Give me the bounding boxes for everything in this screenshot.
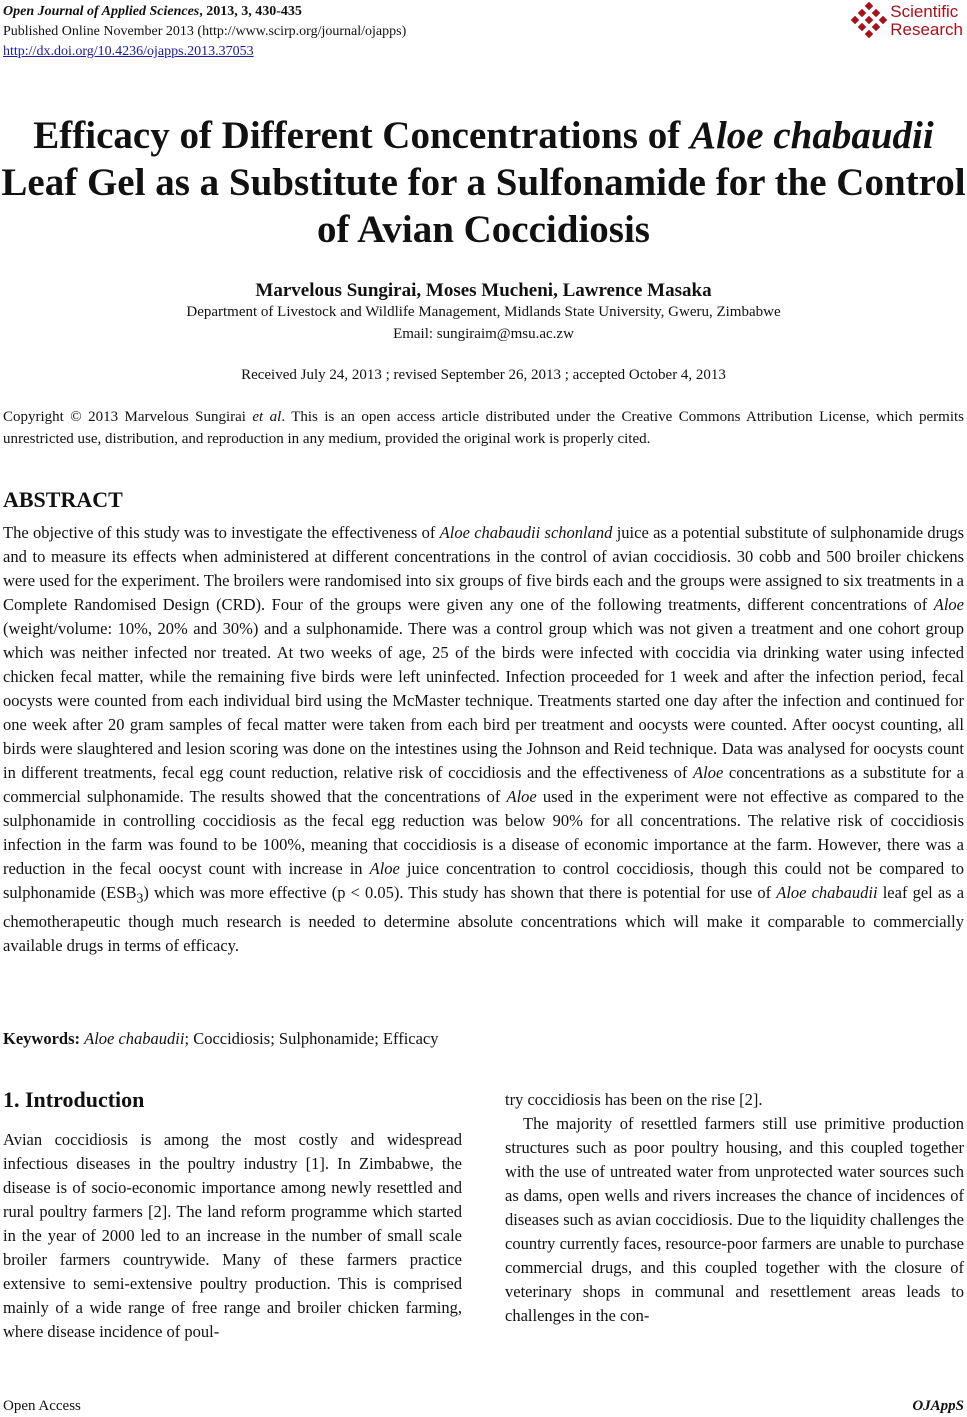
keywords-list: ; Coccidiosis; Sulphonamide; Efficacy <box>184 1029 439 1048</box>
abstract-species: Aloe <box>693 763 724 782</box>
logo-line-2: Research <box>890 20 963 39</box>
abstract-subscript: 3 <box>136 890 144 906</box>
scirp-logo-icon <box>850 2 888 40</box>
left-column <box>3 1088 462 1344</box>
authors: Marvelous Sungirai, Moses Mucheni, Lawrence Masaka <box>255 280 712 301</box>
keywords-label: Keywords: <box>3 1029 80 1048</box>
intro-paragraph-1: Avian coccidiosis is among the most costly and widespread infectious diseases in the poultry industry [1]. In Zimbabwe, the disease is of socio-economic importance among newly resettled and rural poultry farmers [2]. The land reform programme which started in the year of 2000 led to an increase in the number of small scale broiler farmers countrywide. Many of these farmers practice extensive to semi-extensive poultry production. This is comprised mainly of a wide range of free range and broiler chicken farming, where disease incidence of poul- <box>3 1130 462 1341</box>
intro-paragraph-continued: try coccidiosis has been on the rise [2]. <box>505 1090 763 1109</box>
abstract-species: Aloe <box>369 859 400 878</box>
affiliation: Department of Livestock and Wildlife Management, Midlands State University, Gweru, Zimbabwe <box>186 304 781 320</box>
title-species: Aloe chabaudii <box>689 114 934 157</box>
email: Email: sungiraim@msu.ac.zw <box>393 326 574 342</box>
intro-paragraph-2: The majority of resettled farmers still use primitive production structures such as poor poultry housing, and this coupled together with the use of untreated water from unprotected water sources such as dams, open wells and rivers increases the chance of incidences of diseases such as avian coccidiosis. Due to the liquidity challenges the country currently faces, resource-poor farmers are unable to purchase commercial drugs, and this coupled together with the closure of veterinary shops in communal and resettlement areas leads to challenges in the con- <box>505 1114 964 1325</box>
abstract-species: Aloe chabaudii schonland <box>439 523 613 542</box>
section-heading-introduction: 1. Introduction <box>3 1087 145 1112</box>
keywords <box>3 1029 439 1049</box>
copyright-text-c: . This is an open access article distributed under the Creative Commons Attribution License, which permits unrestricted use, distribution, and reproduction in any medium, provided the original work is properly cited. <box>3 409 965 447</box>
abstract-text: The objective of this study was to investigate the effectiveness of <box>3 523 436 542</box>
footer-open-access: Open Access <box>3 1398 81 1414</box>
logo-text <box>890 3 963 39</box>
publisher-logo <box>850 2 963 40</box>
keywords-species: Aloe chabaudii <box>84 1029 185 1048</box>
page-footer <box>3 1398 964 1415</box>
journal-name: Open Journal of Applied Sciences <box>3 4 200 19</box>
title-part-2: Leaf Gel as a Substitute for a Sulfonamide for the Control of Avian Coccidiosis <box>1 161 966 251</box>
abstract-text: leaf gel as a chemotherapeutic though much research is needed to determine absolute concentrations which will make it comparable to commercially available drugs in terms of efficacy. <box>3 883 965 956</box>
title-part-1: Efficacy of Different Concentrations of <box>33 114 681 157</box>
paper-title <box>0 112 967 253</box>
published-line: Published Online November 2013 (http://www.scirp.org/journal/ojapps) <box>3 24 407 39</box>
abstract-body <box>3 521 964 958</box>
logo-line-1: Scientific <box>890 2 959 21</box>
abstract-text: ) which was more effective (p < 0.05). This study has shown that there is potential for use of <box>143 883 772 902</box>
abstract-text: juice concentration to control coccidiosis, though this could not be compared to sulphonamide (ESB <box>3 859 965 902</box>
abstract-heading: ABSTRACT <box>3 487 123 512</box>
doi-link[interactable]: http://dx.doi.org/10.4236/ojapps.2013.37053 <box>3 44 254 59</box>
abstract-text: used in the experiment were not effective as compared to the sulphonamide in controlling coccidiosis as the fecal egg reduction was below 90% for all concentrations. The relative risk of coccidiosis infection in the farm was found to be 100%, meaning that coccidiosis is a disease of economic importance at the farm. However, there was a reduction in the fecal oocyst count with increase in <box>3 787 964 878</box>
copyright-notice <box>3 406 964 450</box>
abstract-species: Aloe chabaudii <box>776 883 878 902</box>
abstract-text: concentrations as a substitute for a commercial sulphonamide. The results showed that the concentrations of <box>3 763 964 806</box>
journal-header <box>3 2 406 62</box>
abstract-species: Aloe <box>506 787 537 806</box>
received-dates: Received July 24, 2013 ; revised September 26, 2013 ; accepted October 4, 2013 <box>241 367 726 383</box>
copyright-text-a: Copyright © 2013 Marvelous Sungirai <box>3 409 246 425</box>
abstract-species: Aloe <box>933 595 965 614</box>
abstract-text: (weight/volume: 10%, 20% and 30%) and a sulphonamide. There was a control group which was not given a treatment and one cohort group which was neither infected nor treated. At two weeks of age, 25 of the birds were infected with coccidia via drinking water using infected chicken fecal matter, while the remaining five birds were left uninfected. Infection proceeded for 1 week and after the infection period, fecal oocysts were counted from each individual bird using the McMaster technique. Treatments started one day after the infection and continued for one week after 20 gram samples of fecal matter were taken from each bird per treatment and oocysts were counted. After oocyst counting, all birds were slaughtered and lesion scoring was done on the intestines using the Johnson and Reid technique. Data was analysed for oocysts count in different treatments, fecal egg count reduction, relative risk of coccidiosis and the effectiveness of <box>3 619 964 782</box>
abstract-text: juice as a potential substitute of sulphonamide drugs and to measure its effects when administered at different concentrations in the control of avian coccidiosis. 30 cobb and 500 broiler chickens were used for the experiment. The broilers were randomised into six groups of five birds each and the groups were assigned to six treatments in a Complete Randomised Design (CRD). Four of the groups were given any one of the following treatments, different concentrations of <box>3 523 965 614</box>
right-column <box>505 1088 964 1328</box>
copyright-et-al: et al <box>252 409 282 425</box>
journal-volume: , 2013, 3, 430-435 <box>199 4 302 19</box>
footer-journal-abbrev: OJAppS <box>912 1398 964 1414</box>
